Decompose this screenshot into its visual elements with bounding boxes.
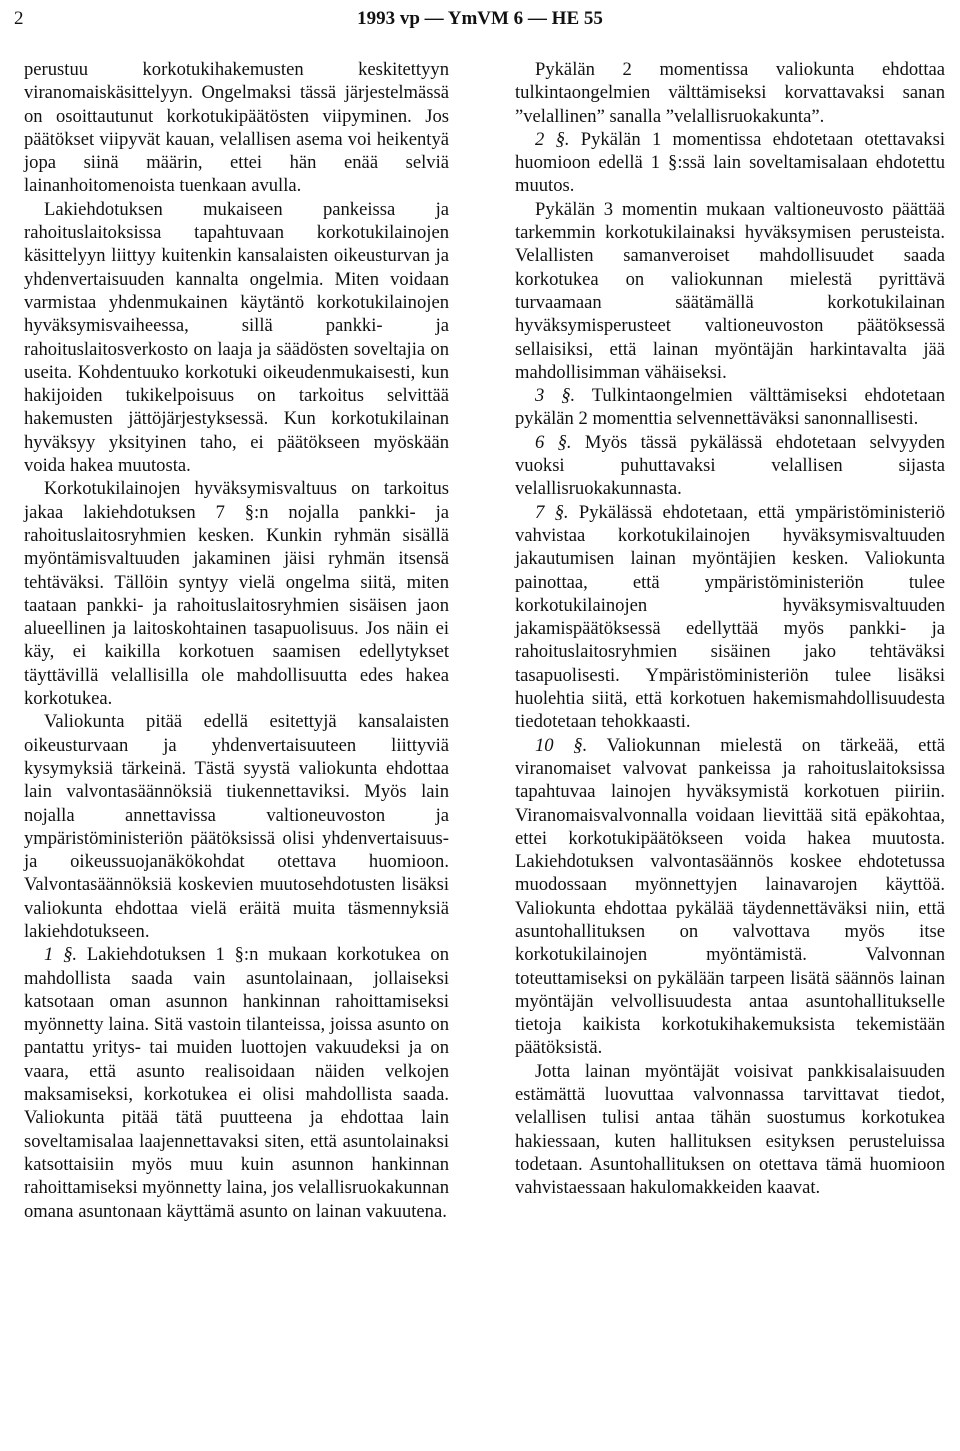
page-number: 2 [14, 8, 24, 29]
section-ref: 3 §. [535, 385, 576, 407]
page-header [14, 6, 946, 32]
section-ref: 10 §. [535, 734, 588, 756]
paragraph-text: Valiokunta pitää edellä esitettyjä kansalaisten oikeusturvaan ja yhdenvertaisuuteen liittyviä kysymyksiä tärkeinä. Tästä syystä valiokunta ehdottaa lain valvontasäännöksiä tiukennettaviksi. Myös lain nojalla annettavissa valtioneuvoston ja ympäristöministeriön päätöksissä olisi yhdenvertaisuus- ja oikeussuojanäkökohdat otettava huomioon. Valvontasäännöksiä koskevien muutosehdotusten lisäksi valiokunta ehdottaa vielä eräitä muita täsmennyksiä lakiehdotukseen. [24, 711, 449, 942]
paragraph-text: Lakiehdotuksen 1 §:n mukaan korkotukea on mahdollista saada vain asuntolainaan, jollaiseksi katsotaan oman asunnon hankinnan rahoittamiseksi myönnetty laina. Sitä vastoin tilanteissa, joissa asunto on pantattu yritys- tai muiden luottojen vakuudeksi ja on vaara, että asunto realisoidaan näiden velkojen maksamiseksi, korkotukea ei olisi mahdollista saada. Valiokunta pitää tätä puutteena ja ehdottaa lain soveltamisalaa laajennettavaksi siten, että asuntolainaksi katsottaisiin myös muu kuin asunnon hankinnan rahoittamiseksi myönnetty laina, jos velallisruokakunnan omana asuntonaan käyttämä asunto on lainan vakuutena. [24, 944, 449, 1222]
running-head: 1993 vp — YmVM 6 — HE 55 [357, 8, 603, 29]
left-paragraph [24, 198, 449, 478]
paragraph-text: perustuu korkotukihakemusten keskitettyyn viranomaiskäsittelyyn. Ongelmaksi tässä järjestelmässä on osoittautunut korkotukipäätösten viipyminen. Jos päätökset viipyvät kauan, velallisen asema voi heikentyä jopa siinä määrin, ettei hän enää selviä lainanhoitomenoista tuenkaan avulla. [24, 59, 449, 197]
left-paragraph [24, 943, 449, 1223]
right-paragraph [515, 128, 945, 198]
right-paragraph [515, 58, 945, 128]
section-ref: 7 §. [535, 501, 569, 523]
right-text-column [515, 58, 945, 1200]
paragraph-text: Pykälän 2 momentissa valiokunta ehdottaa tulkintaongelmien välttämiseksi korvattavaksi sanan ”velallinen” sanalla ”velallisruokakunta”. [515, 59, 945, 127]
right-paragraph [515, 198, 945, 384]
section-ref: 1 §. [44, 944, 78, 966]
paragraph-text: Korkotukilainojen hyväksymisvaltuus on tarkoitus jakaa lakiehdotuksen 7 §:n nojalla pankki- ja rahoituslaitosryhmien kesken. Kunkin ryhmän sisällä myöntämisvaltuuden jakaminen jäisi ryhmän itsensä tehtäväksi. Tällöin syntyy vielä ongelma siitä, miten taataan pankki- ja rahoituslaitosryhmien sisäisen jaon alueellinen ja laitoskohtainen tasapuolisuus. Jos näin ei käy, ei kaikilla korkotuen saamisen edellytykset täyttävillä velallisilla ole mahdollisuutta edes hakea korkotukea. [24, 478, 449, 710]
paragraph-text: Pykälässä ehdotetaan, että ympäristöministeriö vahvistaa korkotukilainojen hyväksymisvaltuuden jakautumisen lainan myöntäjien kesken. Valiokunta painottaa, että ympäristöministeriön tulee korkotukilainojen hyväksymisvaltuuden jakamispäätöksessä edellyttää myös pankki- ja rahoituslaitosryhmien sisäinen jako tehtäväksi tasapuolisesti. Ympäristöministeriön tulee lisäksi huolehtia siitä, että korkotuen hakemismahdollisuudesta tiedotetaan tehokkaasti. [515, 501, 945, 733]
right-paragraph [515, 734, 945, 1060]
left-text-column [24, 58, 449, 1223]
right-paragraph [515, 501, 945, 734]
left-paragraph [24, 58, 449, 198]
paragraph-text: Myös tässä pykälässä ehdotetaan selvyyden vuoksi puhuttavaksi velallisen sijasta velallisruokakunnasta. [515, 431, 946, 500]
paragraph-text: Valiokunnan mielestä on tärkeää, että viranomaiset valvovat pankeissa ja rahoituslaitoksissa tapahtuvaa lainojen hyväksymistä korkotuen piiriin. Viranomaisvalvonnalla voidaan lievittää sitä epäkohtaa, ettei korkotukipäätökseen voida hakea muutosta. Lakiehdotuksen valvontasäännös koskee ehdotetussa muodossaan myönnettyjen lainavarojen käyttöä. Valiokunta ehdottaa pykälää täydennettäväksi niin, että asuntohallituksen on valvottava myös itse korkotukilainojen myöntämistä. Valvonnan toteuttamiseksi on pykälään tarpeen lisätä säännös lainan myöntäjän velvollisuudesta antaa asuntohallitukselle tietoja kaikista korkotukihakemuksista tekemistään päätöksistä. [515, 734, 946, 1059]
section-ref: 6 §. [535, 431, 572, 453]
paragraph-text: Tulkintaongelmien välttämiseksi ehdotetaan pykälän 2 momenttia selvennettäväksi sanonnallisesti. [515, 385, 946, 430]
right-paragraph [515, 1060, 945, 1200]
left-paragraph [24, 477, 449, 710]
section-ref: 2 §. [535, 128, 570, 150]
paragraph-text: Pykälän 1 momentissa ehdotetaan otettavaksi huomioon edellä 1 §:ssä lain soveltamisalaan ehdotettu muutos. [515, 128, 945, 197]
left-paragraph [24, 710, 449, 943]
right-paragraph [515, 431, 945, 501]
paragraph-text: Pykälän 3 momentin mukaan valtioneuvosto päättää tarkemmin korkotukilainaksi hyväksymisen perusteista. Velallisten samanveroiset mahdollisuudet saada korkotukea on valiokunnan mielestä pyrittävä turvaamaan säätämällä korkotukilainan hyväksymisperusteet valtioneuvoston päätöksessä sellaisiksi, että lainan myöntäjän harkintavalta jää mahdollisimman vähäiseksi. [515, 198, 945, 383]
paragraph-text: Jotta lainan myöntäjät voisivat pankkisalaisuuden estämättä luovuttaa valvonnassa tarvittavat tiedot, velallisen tulisi antaa tähän suostumus korkotukea hakiessaan, kuten hallituksen esityksen perusteluissa todetaan. Asuntohallituksen on otettava tämä huomioon vahvistaessaan hakulomakkeiden kaavat. [515, 1060, 945, 1199]
paragraph-text: Lakiehdotuksen mukaiseen pankeissa ja rahoituslaitoksissa tapahtuvaan korkotukilainojen käsittelyyn liittyy kuitenkin kansalaisten oikeusturvan ja yhdenvertaisuuden kannalta ongelmia. Miten voidaan varmistaa yhdenmukainen käytäntö korkotukilainojen hyväksymisvaiheessa, sillä pankki- ja rahoituslaitosverkosto on laaja ja säädösten soveltajia on useita. Kohdentuuko korkotuki oikeudenmukaisesti, kun hakijoiden tukikelpoisuus on tarkoitus selvittää hakemusten jättöjärjestyksessä. Kun korkotukilainan hyväksyy yksityinen taho, ei päätökseen myöskään voida hakea muutosta. [24, 198, 449, 477]
right-paragraph [515, 384, 945, 431]
